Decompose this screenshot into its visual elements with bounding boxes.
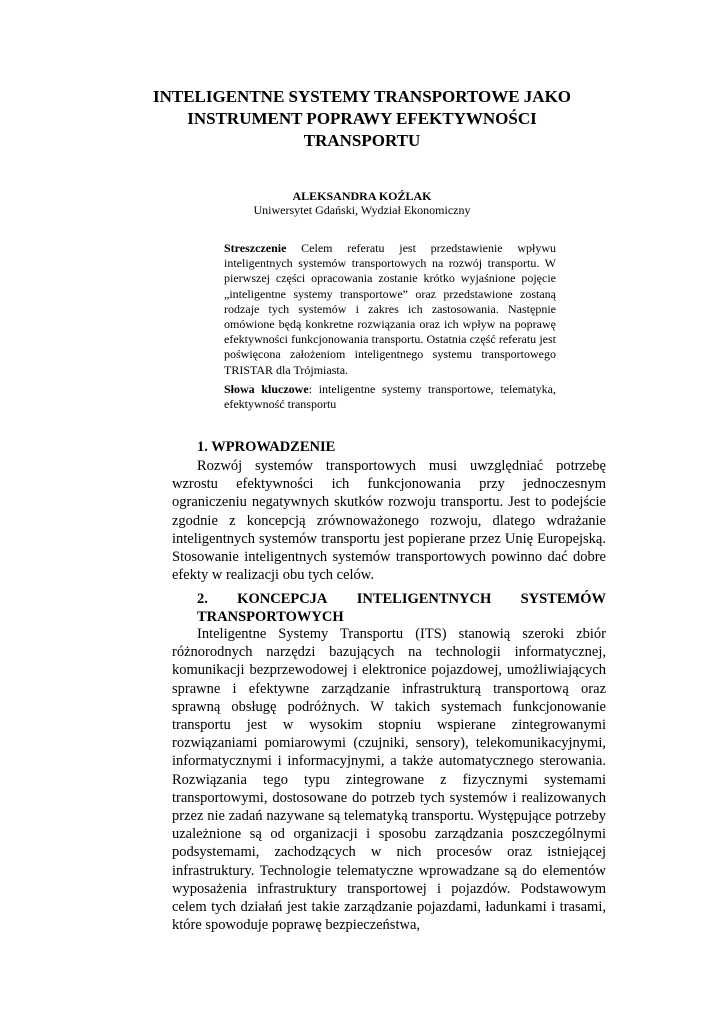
section-1-heading: 1. WPROWADZENIE xyxy=(197,439,336,455)
section-2-heading-line-1 xyxy=(172,590,606,608)
section-2-number: 2. xyxy=(197,591,208,607)
author-affiliation: Uniwersytet Gdański, Wydział Ekonomiczny xyxy=(253,203,471,217)
title-line-2: INSTRUMENT POPRAWY EFEKTYWNOŚCI xyxy=(187,109,537,128)
section-2-heading-line-2: TRANSPORTOWYCH xyxy=(197,609,344,625)
section-2-word-2: INTELIGENTNYCH xyxy=(356,591,492,607)
section-2-heading xyxy=(172,590,606,626)
author-name: ALEKSANDRA KOŹLAK xyxy=(292,189,432,203)
keywords xyxy=(224,382,556,412)
section-1-paragraph: Rozwój systemów transportowych musi uwzględniać potrzebę wzrostu efektywności ich funkcjonowania przy jednoczesnym ograniczeniu negatywnych skutków rozwoju transportu. Jest to podejście zgodnie z koncepcją zrównoważonego rozwoju, dlatego wdrażanie inteligentnych systemów transportu jest popierane przez Unię Europejską. Stosowanie inteligentnych systemów transportowych powinno dać dobre efekty w realizacji obu tych celów. xyxy=(172,458,606,584)
section-2-word-1: KONCEPCJA xyxy=(237,591,328,607)
abstract-label: Streszczenie xyxy=(224,241,287,255)
section-2-word-3: SYSTEMÓW xyxy=(520,591,606,607)
section-2-paragraph: Inteligentne Systemy Transportu (ITS) stanowią szeroki zbiór różnorodnych narzędzi bazujących na technologii informatycznej, komunikacji bezprzewodowej i elektronice pojazdowej, umożliwiających sprawne i efektywne zarządzanie infrastrukturą transportową oraz sprawną obsługę podróżnych. W takich systemach funkcjonowanie transportu jest w wysokim stopniu wspierane zintegrowanymi rozwiązaniami pomiarowymi (czujniki, sensory), telekomunikacyjnymi, informatycznymi i informacyjnymi, a także automatycznego sterowania. Rozwiązania tego typu zintegrowane z fizycznymi systemami transportowymi, dostosowane do potrzeb tych systemów i realizowanych przez nie zadań nazywane są telematyką transportu. Występujące potrzeby uzależnione są od organizacji i sposobu zarządzania poszczególnymi podsystemami, zachodzących w nich procesów oraz istniejącej infrastruktury. Technologie telematyczne wprowadzane są do elementów wyposażenia infrastruktury transportowej i pojazdów. Podstawowym celem tych działań jest takie zarządzanie pojazdami, ładunkami i trasami, które spowoduje poprawę bezpieczeństwa, xyxy=(172,626,606,934)
title-line-1: INTELIGENTNE SYSTEMY TRANSPORTOWE JAKO xyxy=(152,87,572,106)
paper-title xyxy=(150,86,574,152)
keywords-text: : inteligentne systemy transportowe, telematyka, efektywność transportu xyxy=(224,382,557,412)
title-line-3: TRANSPORTU xyxy=(303,131,421,150)
abstract xyxy=(224,241,556,378)
keywords-label: Słowa kluczowe xyxy=(224,382,309,396)
abstract-text: Celem referatu jest przedstawienie wpływu inteligentnych systemów transportowych na rozwój transportu. W pierwszej części opracowania zostanie krótko wyjaśnione pojęcie „inteligentne systemy transportowe” oraz przedstawione zostaną rodzaje tych systemów i zakres ich zastosowania. Następnie omówione będą konkretne rozwiązania oraz ich wpływ na poprawę efektywności funkcjonowania transportu. Ostatnia część referatu jest poświęcona założeniom inteligentnego systemu transportowego TRISTAR dla Trójmiasta. xyxy=(224,241,557,377)
